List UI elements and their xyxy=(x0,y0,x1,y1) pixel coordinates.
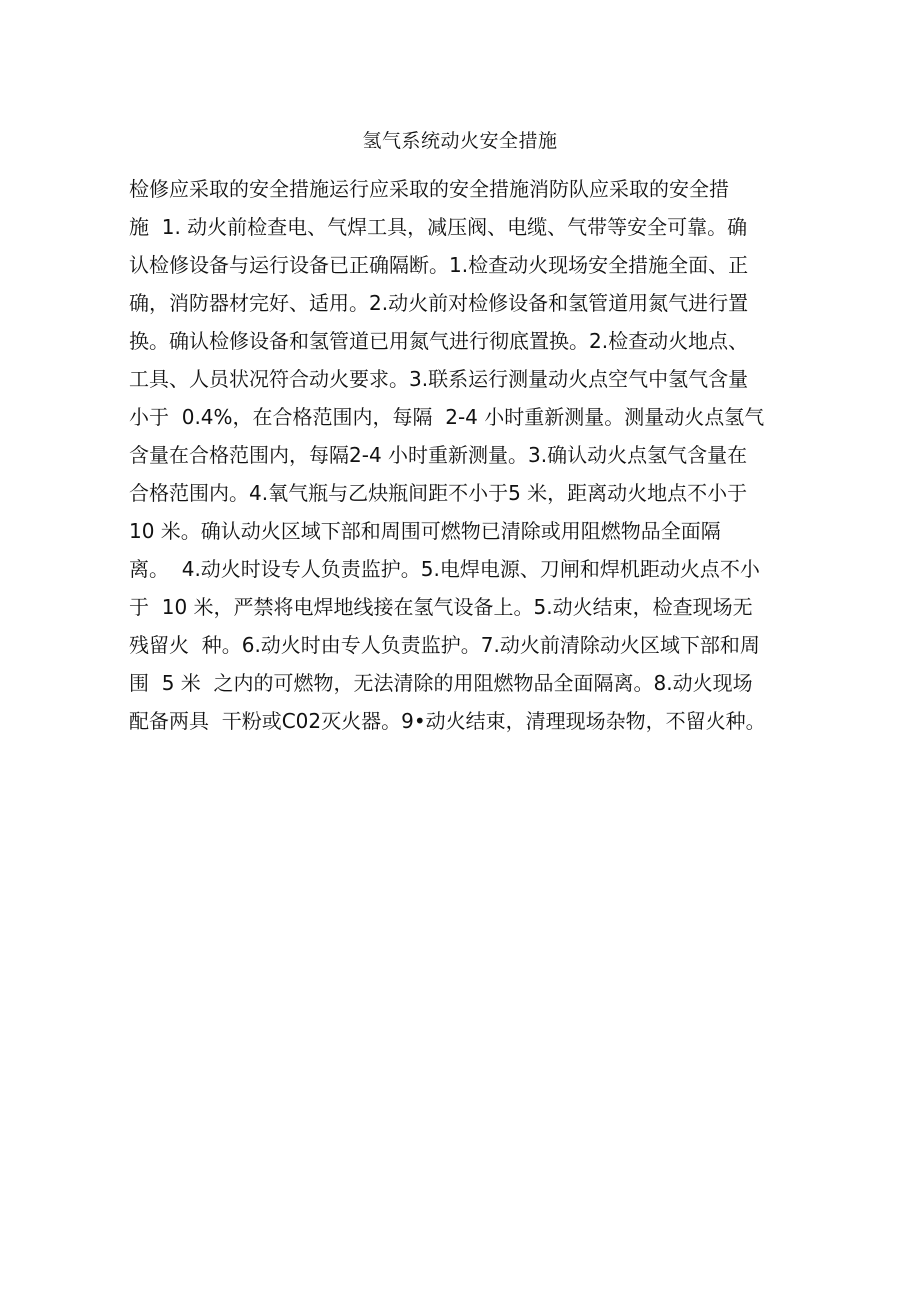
body-line: 残留火 种。6.动火时由专人负责监护。7.动火前清除动火区域下部和周 xyxy=(129,633,760,657)
document-body xyxy=(129,170,804,740)
body-line: 确，消防器材完好、适用。2.动火前对检修设备和氢管道用氮气进行置 xyxy=(129,291,749,315)
body-line: 离。 4.动火时设专人负责监护。5.电焊电源、刀闸和焊机距动火点不小 xyxy=(129,557,760,581)
body-line: 认检修设备与运行设备已正确隔断。1.检查动火现场安全措施全面、正 xyxy=(129,253,749,277)
body-line: 小于 0.4%，在合格范围内，每隔 2-4 小时重新测量。测量动火点氢气 xyxy=(129,405,765,429)
body-line: 施 1. 动火前检查电、气焊工具，减压阀、电缆、气带等安全可靠。确 xyxy=(129,215,748,239)
body-line: 含量在合格范围内，每隔2-4 小时重新测量。3.确认动火点氢气含量在 xyxy=(129,443,748,467)
body-line: 于 10 米，严禁将电焊地线接在氢气设备上。5.动火结束，检查现场无 xyxy=(129,595,753,619)
body-line: 检修应采取的安全措施运行应采取的安全措施消防队应采取的安全措 xyxy=(129,177,729,201)
document-title: 氢气系统动火安全措施 xyxy=(362,130,558,152)
body-line: 工具、人员状况符合动火要求。3.联系运行测量动火点空气中氢气含量 xyxy=(129,367,749,391)
body-line: 10 米。确认动火区域下部和周围可燃物已清除或用阻燃物品全面隔 xyxy=(129,519,721,543)
body-line: 围 5 米 之内的可燃物，无法清除的用阻燃物品全面隔离。8.动火现场 xyxy=(129,671,753,695)
body-line: 换。确认检修设备和氢管道已用氮气进行彻底置换。2.检查动火地点、 xyxy=(129,329,749,353)
body-line: 配备两具 干粉或C02灭火器。9•动火结束，清理现场杂物，不留火种。 xyxy=(129,709,766,733)
body-line: 合格范围内。4.氧气瓶与乙炔瓶间距不小于5 米，距离动火地点不小于 xyxy=(129,481,748,505)
